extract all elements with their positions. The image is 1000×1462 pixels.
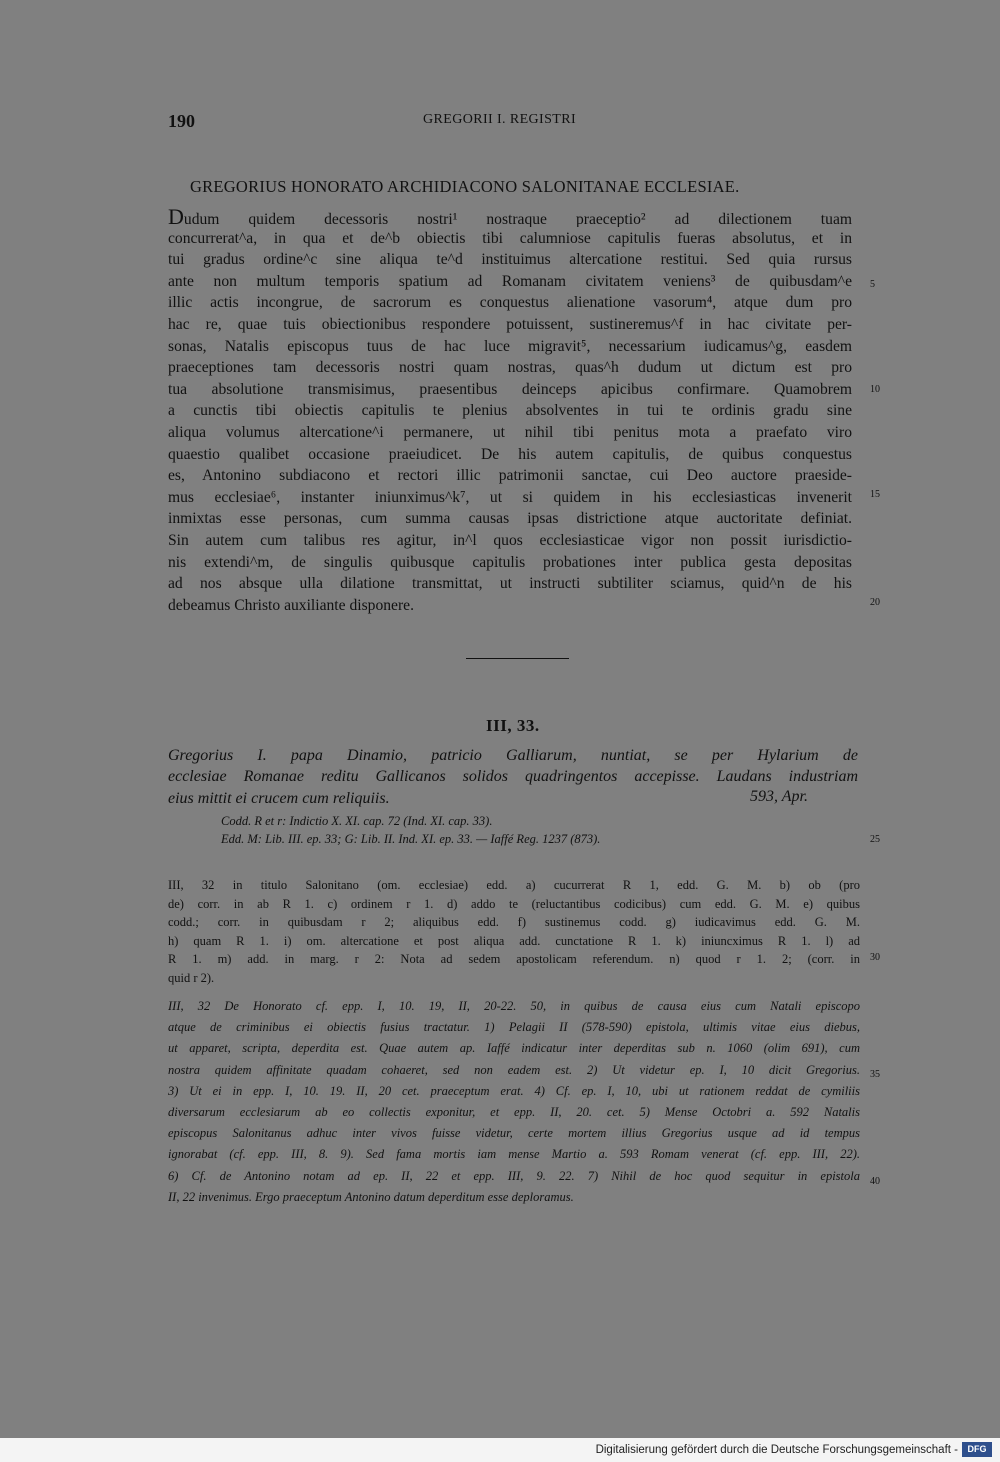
text-line: quid r 2). [168, 971, 215, 985]
text-line: Sin autem cum talibus res agitur, in^l quos ecclesiasticae vigor non possit iurisdictio- [168, 532, 852, 549]
line-number: 20 [870, 597, 880, 608]
text-line: illic actis incongrue, de sacrorum es conquestus alienatione vasorum⁴, atque dum pro [168, 294, 852, 312]
text-line: debeamus Christo auxiliante disponere. [168, 596, 414, 614]
letter-title: GREGORIUS HONORATO ARCHIDIACONO SALONITANAE ECCLESIAE. [190, 177, 740, 196]
text-line: tua absolutione transmisimus, praesentibus deinceps apicibus confirmare. Quamobrem [168, 380, 852, 398]
text-line: a cunctis tibi obiectis capitulis te plenius absolventes in tui te ordinis gradu sine [168, 402, 852, 420]
letter-date: 593, Apr. [750, 788, 808, 805]
line-number: 35 [870, 1069, 880, 1080]
text-line: praeceptiones tam decessoris nostri quam nostras, quas^h dudum ut dictum est pro [168, 359, 852, 377]
line-number: 25 [870, 834, 880, 845]
text-line: nostra quidem affinitate quadam cohaeret, sed non eadem est. 2) Ut videtur ep. I, 10 dicit Gregorius. [168, 1062, 860, 1077]
summary-line: Gregorius I. papa Dinamio, patricio Galliarum, nuntiat, se per Hylarium de [168, 747, 858, 764]
section-number: III, 33. [486, 716, 540, 735]
text-line: nis extendi^m, de singulis quibusque capitulis probationes inter publica gesta depositas [168, 553, 852, 571]
line-number: 15 [870, 489, 880, 500]
text-line: III, 32 De Honorato cf. epp. I, 10. 19, II, 20-22. 50, in quibus de causa eius cum Natali episcopo [168, 999, 860, 1013]
running-title: GREGORII I. REGISTRI [423, 112, 577, 127]
text-line: ante non multum temporis spatium ad Romanam civitatem veniens³ de quibusdam^e [168, 272, 852, 290]
text-line: Dudum quidem decessoris nostri¹ nostraque praeceptio² ad dilectionem tuam [168, 206, 852, 227]
text-line: es, Antonino subdiacono et rectori illic patrimonii sanctae, cui Deo auctore praeside- [168, 467, 852, 485]
section-divider [466, 658, 569, 659]
text-line: ignorabat (cf. epp. III, 8. 9). Sed fama mortis iam mense Martio a. 593 Romam venerat (cf. epp. III, 22). [168, 1147, 860, 1162]
dfg-logo: DFG [962, 1442, 992, 1457]
text-line: codd.; corr. in quibusdam r 2; aliquibus edd. f) sustinemus codd. g) iudicavimus edd. G. M. [168, 915, 860, 930]
digitization-credit: Digitalisierung gefördert durch die Deutsche Forschungsgemeinschaft - [595, 1444, 958, 1456]
line-number: 30 [870, 952, 880, 963]
line-number: 5 [870, 279, 875, 290]
codices-line: Codd. R et r: Indictio X. XI. cap. 72 (Ind. XI. cap. 33). [221, 814, 493, 828]
summary-line: ecclesiae Romanae reditu Gallicanos solidos quadringentos accepisse. Laudans industriam [168, 768, 858, 785]
text-line: inmixtas esse personas, cum summa causas ipsas districtione atque auctoritate definiat. [168, 510, 852, 528]
text-line: atque de criminibus ei obiectis fusius tractatur. 1) Pelagii II (578-590) epistola, ultimis vitae eius diebus, [168, 1020, 860, 1035]
text-line: h) quam R 1. i) om. altercatione et post aliqua add. cunctatione R 1. k) iniuncximus R 1. l) ad [168, 933, 860, 948]
text-line: hac re, quae tuis obiectionibus respondere potuissent, sustineremus^f in hac civitate per- [168, 316, 852, 333]
text-line: diversarum ecclesiarum ab eo collectis exponitur, et epp. II, 20. cet. 5) Mense Octobri a. 592 Natalis [168, 1105, 860, 1119]
text-line: quaestio qualibet occasione praeiudicet. De his autem capitulis, de quibus conquestus [168, 445, 852, 463]
page-number: 190 [168, 111, 195, 131]
text-line: ut apparet, scripta, deperdita est. Quae autem ap. Iaffé indicatur inter deperditas sub n. 1060 (olim 691), cum [168, 1041, 860, 1056]
text-line: ad nos absque ulla dilatione transmittat, ut instructi subtiliter sciamus, quid^n de his [168, 575, 852, 593]
editions-line: Edd. M: Lib. III. ep. 33; G: Lib. II. Ind. XI. ep. 33. — Iaffé Reg. 1237 (873). [221, 832, 601, 846]
text-line: mus ecclesiae⁶, instanter iniunximus^k⁷, ut si quidem in his ecclesiasticas invenerit [168, 488, 852, 506]
text-line: II, 22 invenimus. Ergo praeceptum Antonino datum deperditum esse deploramus. [168, 1189, 574, 1204]
text-line: tui gradus ordine^c sine aliqua te^d instituimus altercatione restitui. Sed quia rursus [168, 251, 852, 269]
text-line: 6) Cf. de Antonino notam ad ep. II, 22 et epp. III, 9. 22. 7) Nihil de hoc quod sequitur in epistola [168, 1168, 860, 1183]
text-line: sonas, Natalis episcopus tuus de hac luce migravit⁵, necessarium iudicamus^g, easdem [168, 337, 852, 355]
text-line: episcopus Salonitanus adhuc inter vivos fuisse videtur, certe mortem illius Gregorius usque ad id tempus [168, 1126, 860, 1141]
line-number: 40 [870, 1176, 880, 1187]
summary-line: eius mittit ei crucem cum reliquiis. [168, 790, 390, 807]
text-line: aliqua volumus altercatione^i permanere, ut nihil tibi penitus mota a praefato viro [168, 424, 852, 441]
text-line: R 1. m) add. in marg. r 2: Nota ad sedem apostolicam referendum. n) quod r 1. 2; (corr. in [168, 952, 860, 967]
line-number: 10 [870, 384, 880, 395]
footer-bar [0, 1438, 1000, 1462]
text-line: de) corr. in ab R 1. c) ordinem r 1. d) addo te (reluctantibus codicibus) cum edd. G. M. e) quibus [168, 896, 860, 911]
text-line: 3) Ut ei in epp. I, 10. 19. II, 20 cet. praeceptum erat. 4) Cf. ep. I, 10, ubi ut rationem reddat de cymiliis [168, 1083, 860, 1098]
text-line: concurrerat^a, in qua et de^b obiectis tibi calumniose capitulis fueras absolutus, et in [168, 229, 852, 247]
text-line: III, 32 in titulo Salonitano (om. ecclesiae) edd. a) cucurrerat R 1, edd. G. M. b) ob (pro [168, 878, 860, 892]
